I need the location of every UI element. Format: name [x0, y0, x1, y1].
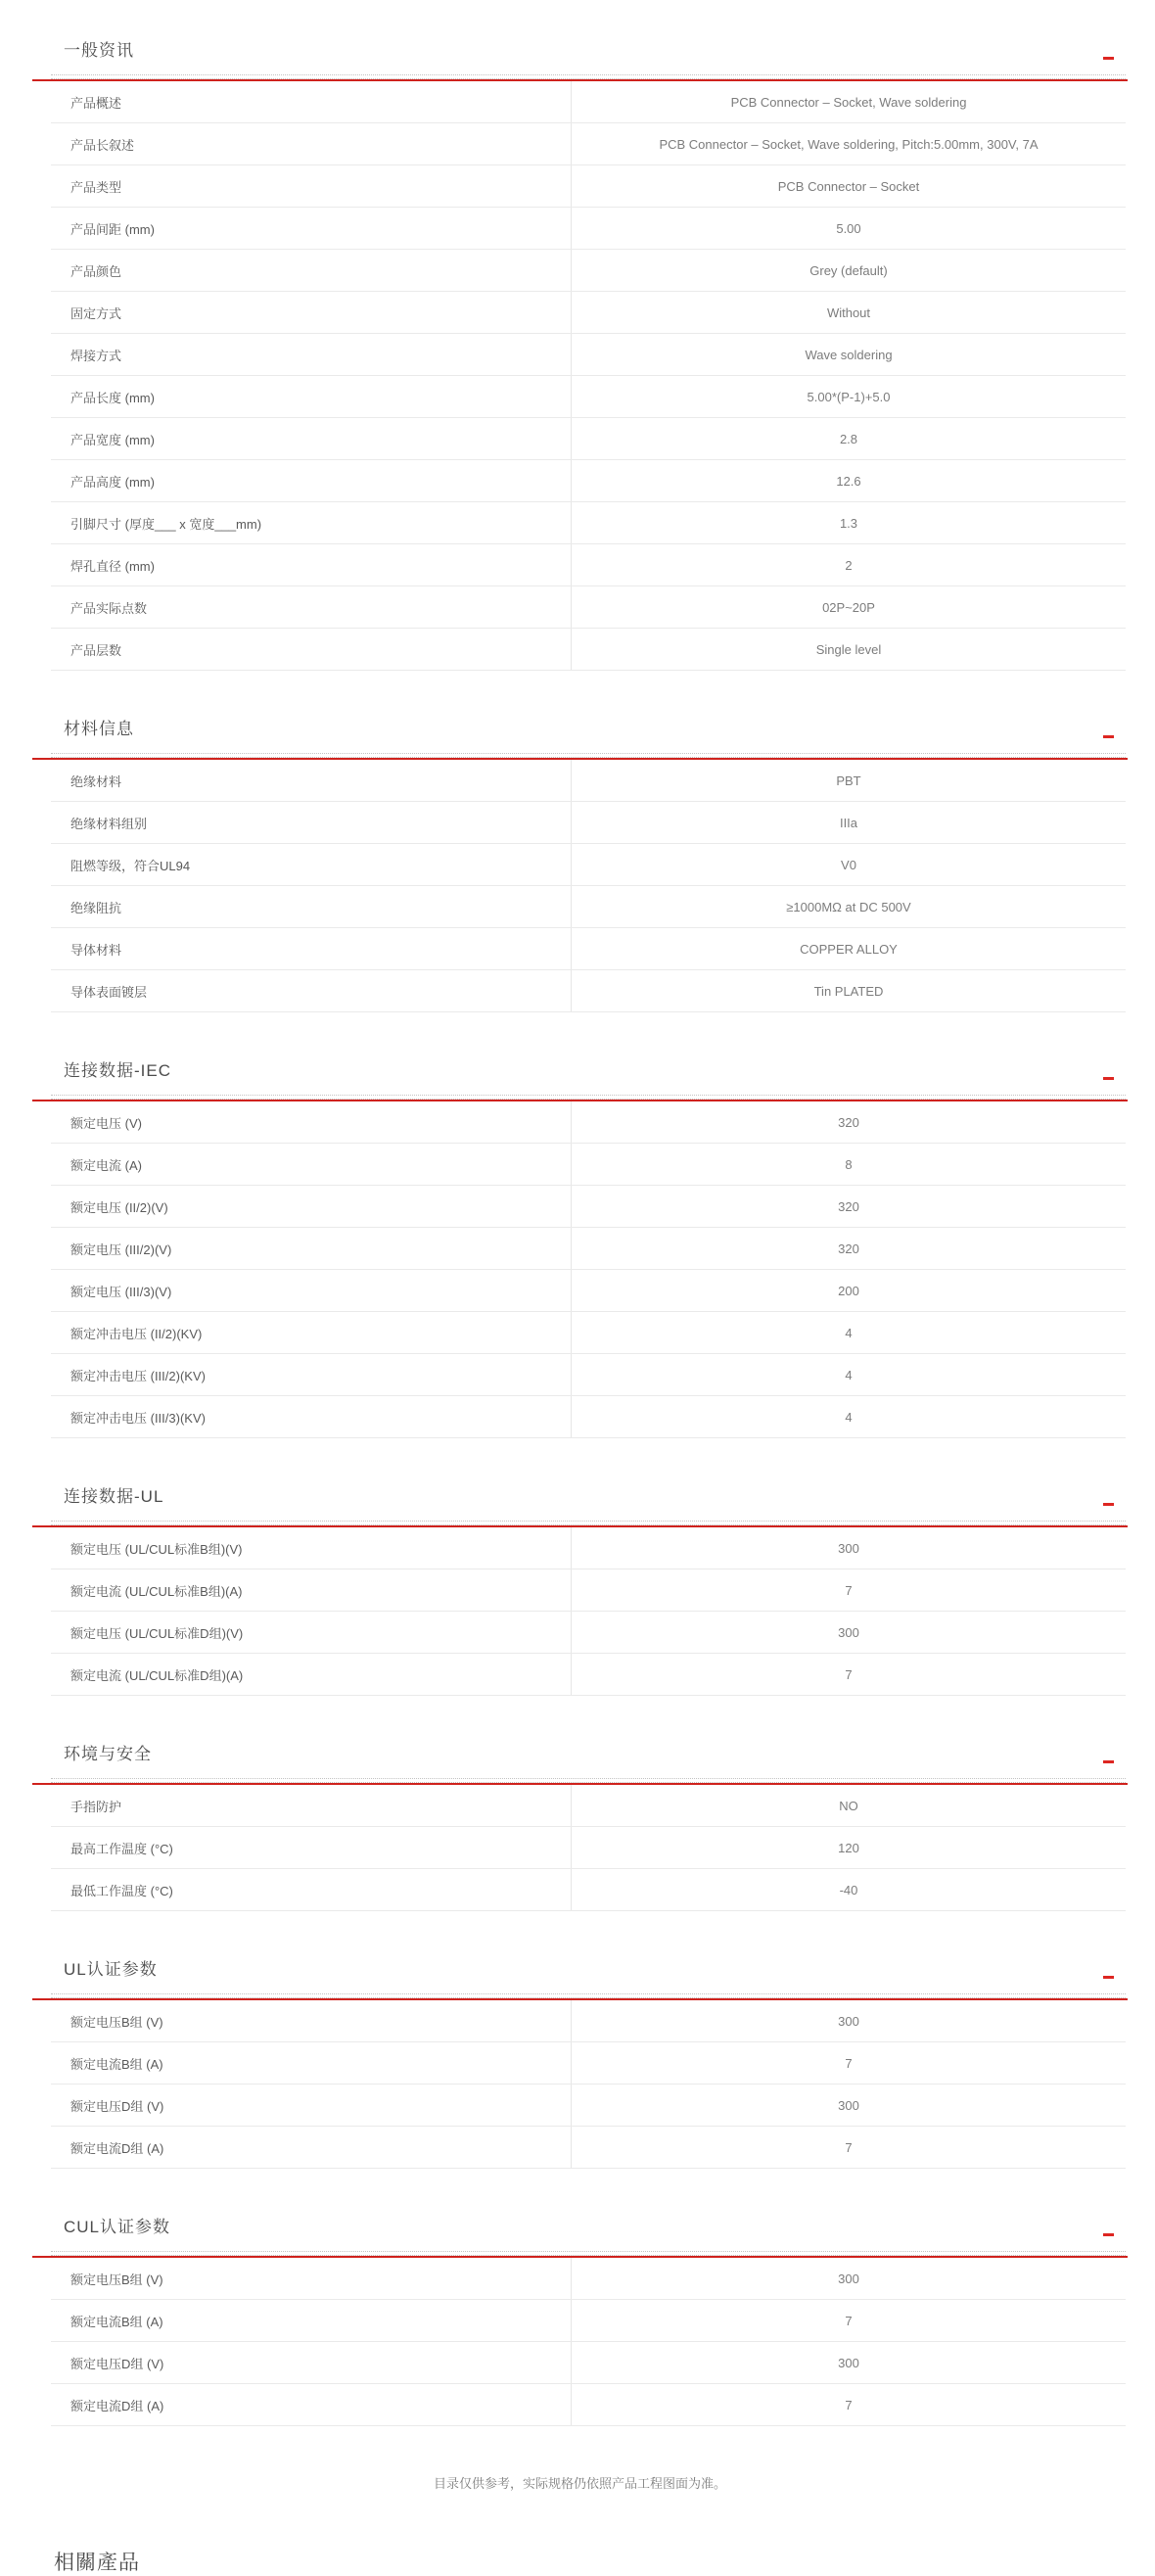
spec-row — [51, 502, 1126, 544]
collapse-minus-icon[interactable] — [1103, 2233, 1114, 2236]
spec-table — [51, 2000, 1126, 2169]
spec-row — [51, 123, 1126, 165]
spec-row — [51, 2127, 1126, 2169]
spec-value: 8 — [571, 1144, 1126, 1185]
collapse-minus-icon[interactable] — [1103, 735, 1114, 738]
collapse-minus-icon[interactable] — [1103, 57, 1114, 60]
spec-row — [51, 1569, 1126, 1612]
spec-label: 额定电流 (UL/CUL标准B组)(A) — [70, 1583, 243, 1599]
spec-row — [51, 886, 1126, 928]
section-header — [32, 2216, 1128, 2251]
spec-value: 4 — [571, 1396, 1126, 1437]
spec-row — [51, 1785, 1126, 1827]
spec-value: Single level — [571, 629, 1126, 670]
section-header — [32, 39, 1128, 74]
collapse-minus-icon[interactable] — [1103, 1760, 1114, 1763]
spec-label: 产品实际点数 — [70, 600, 148, 616]
spec-value: 300 — [571, 1527, 1126, 1569]
spec-table — [51, 1527, 1126, 1696]
spec-row — [51, 760, 1126, 802]
spec-label: 焊接方式 — [70, 348, 122, 363]
spec-row — [51, 1654, 1126, 1696]
spec-value: 7 — [571, 1654, 1126, 1695]
spec-value: 200 — [571, 1270, 1126, 1311]
spec-value: 2.8 — [571, 418, 1126, 459]
spec-value: 7 — [571, 2042, 1126, 2084]
spec-value: 7 — [571, 2384, 1126, 2425]
spec-label: 额定冲击电压 (II/2)(KV) — [70, 1326, 203, 1341]
spec-label: 产品颜色 — [70, 263, 122, 279]
spec-value: 5.00 — [571, 208, 1126, 249]
spec-label: 产品高度 (mm) — [70, 474, 155, 490]
spec-row — [51, 1186, 1126, 1228]
spec-value: 120 — [571, 1827, 1126, 1868]
spec-label: 产品类型 — [70, 179, 122, 195]
spec-row — [51, 629, 1126, 671]
spec-value: 4 — [571, 1354, 1126, 1395]
spec-value: 300 — [571, 2000, 1126, 2041]
spec-label: 绝缘阻抗 — [70, 900, 122, 915]
spec-row — [51, 1144, 1126, 1186]
spec-value: 320 — [571, 1186, 1126, 1227]
spec-label: 额定电流 (UL/CUL标准D组)(A) — [70, 1667, 244, 1683]
spec-value: 5.00*(P-1)+5.0 — [571, 376, 1126, 417]
spec-value: 300 — [571, 1612, 1126, 1653]
spec-label: 最高工作温度 (°C) — [70, 1841, 173, 1856]
related-products-heading: 相關產品 — [54, 2552, 140, 2574]
spec-value: 300 — [571, 2342, 1126, 2383]
spec-table — [51, 760, 1126, 1012]
spec-label: 额定冲击电压 (III/3)(KV) — [70, 1410, 206, 1426]
spec-label: 额定电流 (A) — [70, 1157, 142, 1173]
spec-row — [51, 460, 1126, 502]
spec-label: 额定电流B组 (A) — [70, 2314, 163, 2329]
spec-row — [51, 1396, 1126, 1438]
spec-label: 额定电压B组 (V) — [70, 2014, 163, 2030]
spec-value: 7 — [571, 2127, 1126, 2168]
spec-row — [51, 2342, 1126, 2384]
spec-section-1 — [32, 39, 1128, 671]
section-title: 连接数据-UL — [64, 1487, 164, 1506]
spec-row — [51, 2258, 1126, 2300]
spec-label: 绝缘材料组别 — [70, 816, 148, 831]
spec-row — [51, 2384, 1126, 2426]
spec-row — [51, 418, 1126, 460]
spec-label: 额定冲击电压 (III/2)(KV) — [70, 1368, 206, 1383]
spec-row — [51, 2042, 1126, 2084]
spec-row — [51, 2300, 1126, 2342]
spec-value: 4 — [571, 1312, 1126, 1353]
spec-value: PBT — [571, 760, 1126, 801]
spec-row — [51, 586, 1126, 629]
spec-label: 导体表面镀层 — [70, 984, 148, 1000]
spec-label: 额定电压B组 (V) — [70, 2272, 163, 2287]
spec-label: 产品长度 (mm) — [70, 390, 155, 405]
spec-value: V0 — [571, 844, 1126, 885]
spec-label: 产品层数 — [70, 642, 122, 658]
spec-label: 固定方式 — [70, 305, 122, 321]
spec-label: 额定电流B组 (A) — [70, 2056, 163, 2072]
spec-label: 手指防护 — [70, 1799, 122, 1814]
spec-label: 额定电压 (UL/CUL标准D组)(V) — [70, 1625, 244, 1641]
spec-label: 额定电压D组 (V) — [70, 2098, 164, 2114]
spec-table — [51, 1785, 1126, 1911]
spec-row — [51, 1228, 1126, 1270]
spec-label: 产品间距 (mm) — [70, 221, 155, 237]
spec-row — [51, 1527, 1126, 1569]
section-header — [32, 718, 1128, 753]
section-header — [32, 1743, 1128, 1778]
spec-row — [51, 1270, 1126, 1312]
spec-row — [51, 1312, 1126, 1354]
spec-section-6 — [32, 1958, 1128, 2169]
spec-row — [51, 2000, 1126, 2042]
spec-value: Without — [571, 292, 1126, 333]
spec-value: 300 — [571, 2084, 1126, 2126]
spec-row — [51, 544, 1126, 586]
spec-label: 额定电压 (UL/CUL标准B组)(V) — [70, 1541, 243, 1557]
spec-row — [51, 2084, 1126, 2127]
spec-label: 产品概述 — [70, 95, 122, 111]
spec-table — [51, 1101, 1126, 1438]
section-title: CUL认证参数 — [64, 2218, 171, 2236]
section-title: 材料信息 — [64, 720, 134, 738]
spec-value: 320 — [571, 1101, 1126, 1143]
spec-value: Wave soldering — [571, 334, 1126, 375]
spec-value: -40 — [571, 1869, 1126, 1910]
spec-table — [51, 81, 1126, 671]
spec-label: 产品长叙述 — [70, 137, 135, 153]
spec-label: 额定电压 (III/3)(V) — [70, 1284, 172, 1299]
spec-label: 导体材料 — [70, 942, 122, 958]
spec-row — [51, 376, 1126, 418]
spec-section-7 — [32, 2216, 1128, 2426]
spec-label: 额定电流D组 (A) — [70, 2398, 164, 2413]
spec-row — [51, 81, 1126, 123]
spec-value: 7 — [571, 2300, 1126, 2341]
spec-row — [51, 1354, 1126, 1396]
spec-value: PCB Connector – Socket — [571, 165, 1126, 207]
section-title: UL认证参数 — [64, 1960, 158, 1979]
spec-value: PCB Connector – Socket, Wave soldering, Pitch:5.00mm, 300V, 7A — [571, 123, 1126, 164]
spec-label: 绝缘材料 — [70, 773, 122, 789]
spec-row — [51, 165, 1126, 208]
spec-row — [51, 844, 1126, 886]
spec-label: 引脚尺寸 (厚度___ x 宽度___mm) — [70, 516, 262, 532]
spec-row — [51, 802, 1126, 844]
spec-row — [51, 250, 1126, 292]
spec-section-3 — [32, 1059, 1128, 1438]
spec-section-4 — [32, 1485, 1128, 1696]
spec-row — [51, 1869, 1126, 1911]
spec-label: 额定电压 (V) — [70, 1115, 142, 1131]
spec-value: 02P~20P — [571, 586, 1126, 628]
section-title: 环境与安全 — [64, 1745, 152, 1763]
spec-label: 焊孔直径 (mm) — [70, 558, 155, 574]
spec-value: 320 — [571, 1228, 1126, 1269]
spec-label: 阻燃等级，符合UL94 — [70, 858, 191, 873]
spec-row — [51, 1612, 1126, 1654]
disclaimer-note: 目录仅供参考，实际规格仍依照产品工程图面为准。 — [433, 2476, 726, 2491]
spec-row — [51, 208, 1126, 250]
spec-label: 额定电流D组 (A) — [70, 2140, 164, 2156]
spec-table — [51, 2258, 1126, 2426]
spec-value: 2 — [571, 544, 1126, 585]
spec-value: PCB Connector – Socket, Wave soldering — [571, 81, 1126, 122]
collapse-minus-icon[interactable] — [1103, 1503, 1114, 1506]
section-header — [32, 1485, 1128, 1521]
spec-value: 12.6 — [571, 460, 1126, 501]
collapse-minus-icon[interactable] — [1103, 1976, 1114, 1979]
spec-value: ≥1000MΩ at DC 500V — [571, 886, 1126, 927]
spec-row — [51, 928, 1126, 970]
spec-value: 300 — [571, 2258, 1126, 2299]
spec-value: NO — [571, 1785, 1126, 1826]
spec-label: 最低工作温度 (°C) — [70, 1883, 173, 1898]
spec-label: 额定电压 (II/2)(V) — [70, 1199, 168, 1215]
spec-label: 产品宽度 (mm) — [70, 432, 155, 447]
spec-section-2 — [32, 718, 1128, 1012]
spec-value: Grey (default) — [571, 250, 1126, 291]
section-title: 连接数据-IEC — [64, 1061, 171, 1080]
spec-row — [51, 1827, 1126, 1869]
spec-row — [51, 334, 1126, 376]
spec-row — [51, 1101, 1126, 1144]
spec-label: 额定电压 (III/2)(V) — [70, 1241, 172, 1257]
section-title: 一般资讯 — [64, 41, 134, 60]
section-header — [32, 1059, 1128, 1095]
spec-sections-container — [0, 39, 1155, 2426]
spec-value: Tin PLATED — [571, 970, 1126, 1011]
spec-section-5 — [32, 1743, 1128, 1911]
spec-label: 额定电压D组 (V) — [70, 2356, 164, 2371]
spec-value: 1.3 — [571, 502, 1126, 543]
spec-value: IIIa — [571, 802, 1126, 843]
section-header — [32, 1958, 1128, 1993]
collapse-minus-icon[interactable] — [1103, 1077, 1114, 1080]
spec-value: COPPER ALLOY — [571, 928, 1126, 969]
spec-row — [51, 970, 1126, 1012]
spec-row — [51, 292, 1126, 334]
spec-value: 7 — [571, 1569, 1126, 1611]
